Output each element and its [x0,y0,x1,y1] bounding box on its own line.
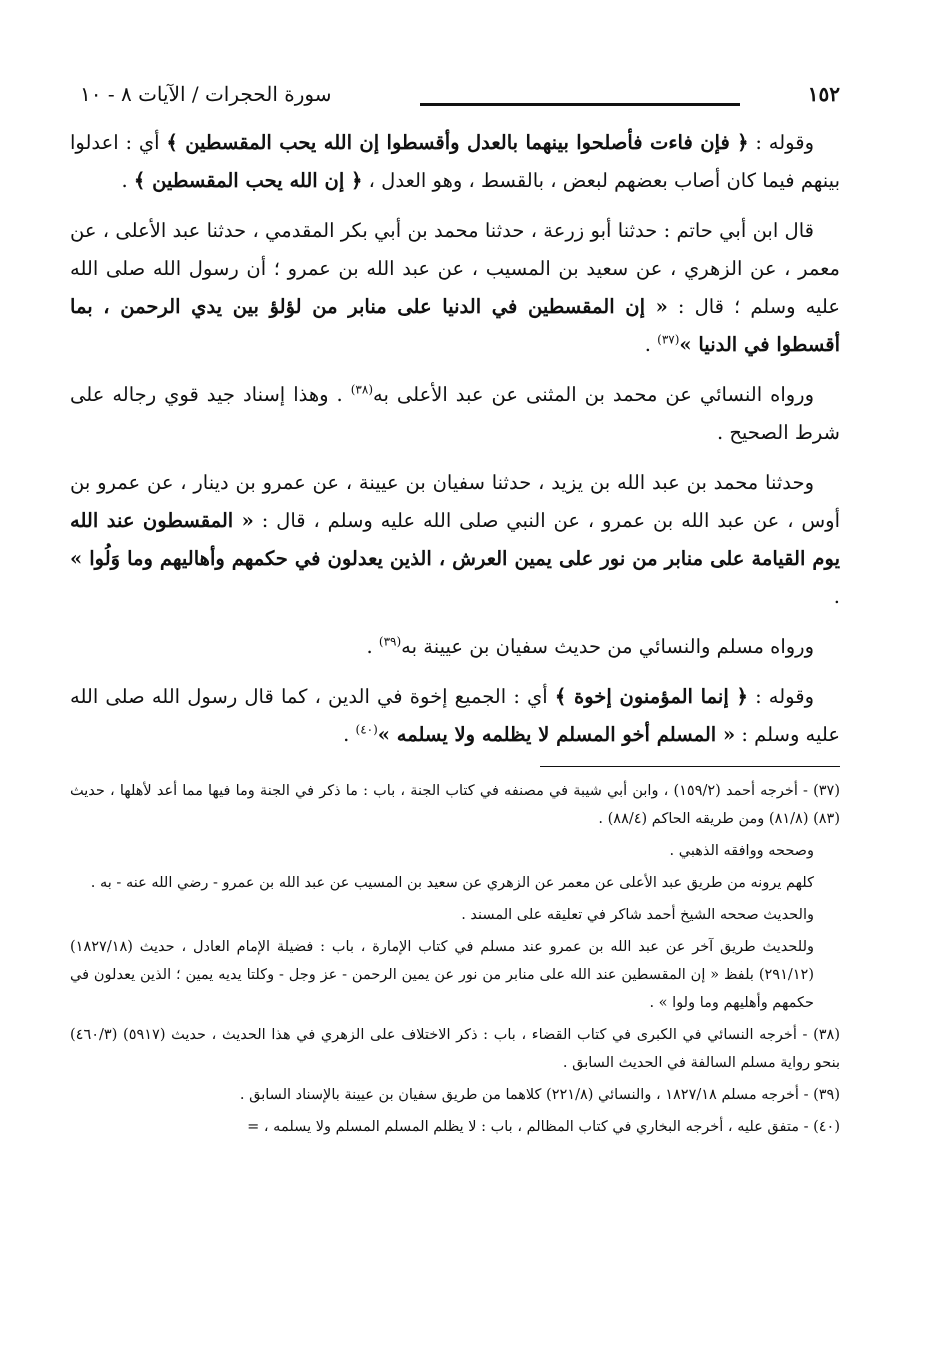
footnote: (٣٧) - أخرجه أحمد (١٥٩/٢) ، وابن أبي شيبة في مصنفه في كتاب الجنة ، باب : ما ذكر في الجنة وما فيها مما أعد لأهلها ، حديث (٨٣) (٨١/٨) ومن طريقه الحاكم (٨٨/٤) . [70,783,840,827]
footnote: وصححه ووافقه الذهبي . [669,843,814,859]
quoted-text: ﴿ إن الله يحب المقسطين ﴾ [133,169,363,192]
footnote: (٣٨) - أخرجه النسائي في الكبرى في كتاب القضاء ، باب : ذكر الاختلاف على الزهري في هذا الحديث ، حديث (٥٩١٧) (٤٦٠/٣) بنحو رواية مسلم السالفة في الحديث السابق . [70,1027,840,1071]
main-text [70,124,840,754]
body-text: وقوله : [747,685,814,708]
footnote: كلهم يرونه من طريق عبد الأعلى عن معمر عن الزهري عن سعيد بن المسيب عن عبد الله بن عمرو - رضي الله عنه - به . [90,875,814,891]
body-text: وقوله : [748,131,814,154]
paragraph [70,212,840,364]
quoted-text: « إن المقسطين في الدنيا على منابر من لؤلؤ بين يدي الرحمن ، بما أقسطوا في الدنيا » [70,295,840,356]
page-number: ١٥٢ [807,82,840,106]
footnote-ref: (٣٧) [657,332,680,347]
body-text: ورواه النسائي عن محمد بن المثنى عن عبد الأعلى به [373,383,814,406]
footnote-ref: (٤٠) [355,722,378,737]
footnote: وللحديث طريق آخر عن عبد الله بن عمرو عند مسلم في كتاب الإمارة ، باب : فضيلة الإمام العادل ، حديث (١٨٢٧/١٨) (٢٩١/١٢) بلفظ « إن المقسطين عند الله على منابر من نور عن يمين الرحمن - عز وجل - وكلتا يديه يمين ؛ الذين يعدلون في حكمهم وأهليهم وما ولوا » . [70,939,814,1011]
header-rule [420,103,740,106]
footnote-ref: (٣٩) [378,634,402,649]
paragraph [70,124,840,200]
paragraph [70,464,840,616]
body-text: وحدثنا محمد بن عبد الله بن يزيد ، حدثنا سفيان بن عيينة ، عن عمرو بن دينار ، عن عمرو بن أوس ، عن عبد الله بن عمرو ، عن النبي صلى الله عليه وسلم ، قال : [70,471,840,532]
quoted-text: « المسلم أخو المسلم لا يظلمه ولا يسلمه » [377,723,736,746]
body-text: قال ابن أبي حاتم : حدثنا أبو زرعة ، حدثنا محمد بن أبي بكر المقدمي ، حدثنا عبد الأعلى ، عن معمر ، عن الزهري ، عن سعيد بن المسيب ، عن عبد الله بن عمرو ؛ أن رسول الله صلى الله عليه وسلم ؛ قال : [70,219,840,318]
body-text: . [366,635,379,658]
body-text: . وهذا إسناد جيد قوي رجاله على شرط الصحيح . [70,383,840,444]
paragraph [70,678,840,754]
footnote-divider [540,766,840,767]
footnote: والحديث صححه الشيخ أحمد شاكر في تعليقه على المسند . [461,907,814,923]
surah-title: سورة الحجرات / الآيات ٨ - ١٠ [80,82,332,106]
footnotes [70,777,840,1141]
body-text: . [121,169,134,192]
quoted-text: « المقسطون عند الله يوم القيامة على منابر من نور على يمين العرش ، الذين يعدلون في حكمهم وأهاليهم وما وَلُوا » [70,509,840,570]
footnote-ref: (٣٨) [350,382,373,397]
paragraph [70,628,840,666]
quoted-text: ﴿ إنما المؤمنون إخوة ﴾ [554,685,748,708]
book-page [70,82,840,1145]
body-text: أي : الجميع إخوة في الدين ، كما قال رسول الله صلى الله عليه وسلم : [70,685,840,746]
page-header [70,82,840,114]
body-text: أي : اعدلوا بينهم فيما كان أصاب بعضهم لبعض ، بالقسط ، وهو العدل ، [70,131,840,192]
body-text: . [833,585,840,608]
body-text: . [644,333,658,356]
footnote: (٣٩) - أخرجه مسلم ١٨٢٧/١٨ ، والنسائي (٢٢١/٨) كلاهما من طريق سفيان بن عيينة بالإسناد السابق . [239,1087,840,1103]
footnote: (٤٠) - متفق عليه ، أخرجه البخاري في كتاب المظالم ، باب : لا يظلم المسلم المسلم ولا يسلمه ، = [247,1119,840,1135]
paragraph [70,376,840,452]
quoted-text: ﴿ فإن فاءت فأصلحوا بينهما بالعدل وأقسطوا إن الله يحب المقسطين ﴾ [166,131,749,154]
body-text: . [343,723,356,746]
body-text: ورواه مسلم والنسائي من حديث سفيان بن عيينة به [401,635,814,658]
